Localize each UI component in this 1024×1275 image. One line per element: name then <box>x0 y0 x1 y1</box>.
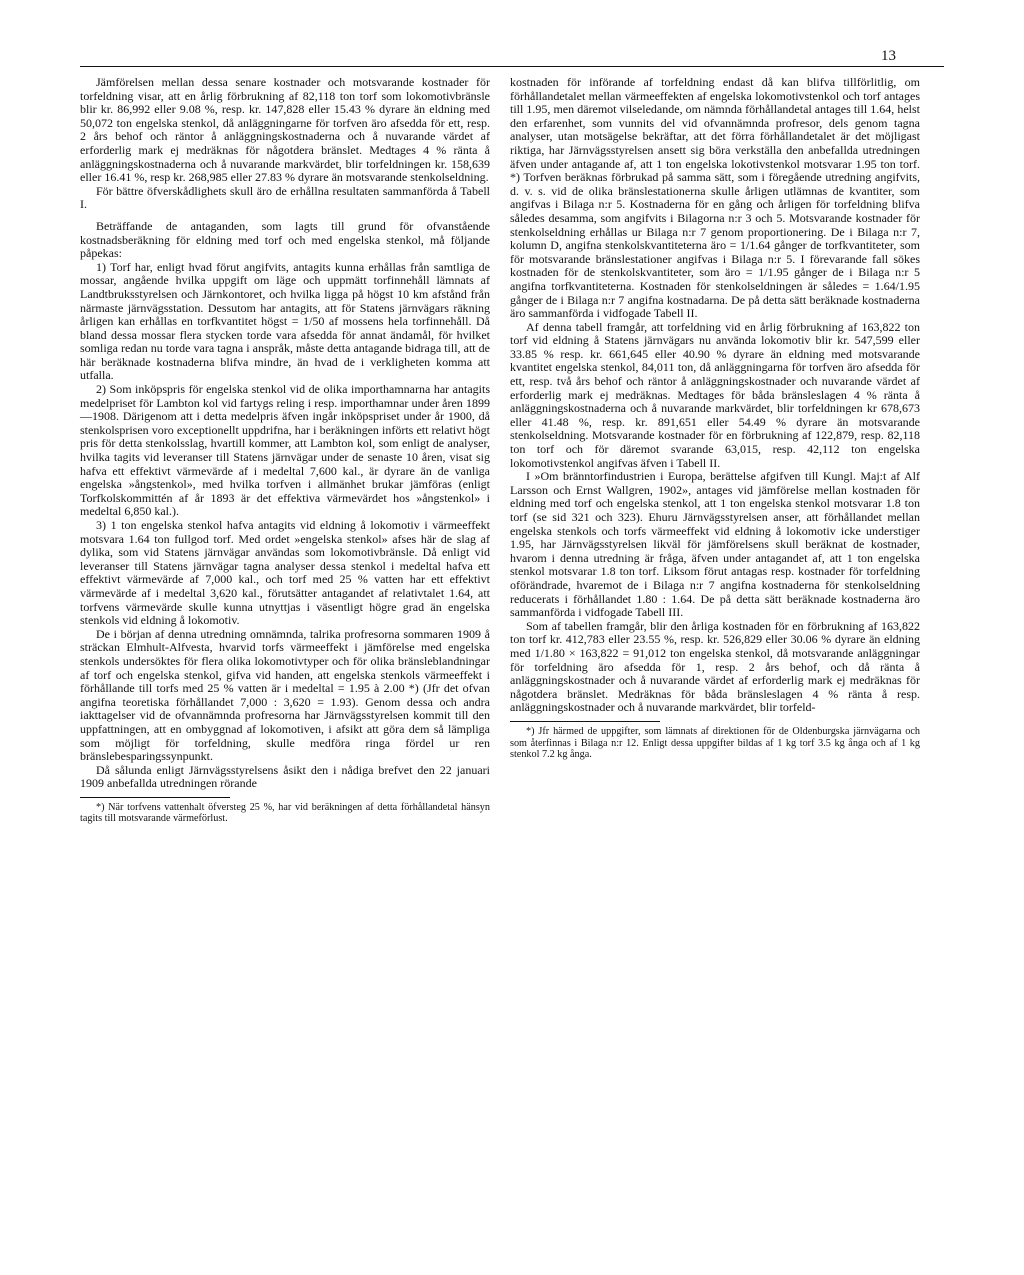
footnote: *) När torfvens vattenhalt öfversteg 25 %, har vid beräkningen af detta förhållandetal hänsyn tagits till motsvarande värmeförlust. <box>80 801 490 825</box>
right-column <box>510 76 920 761</box>
footnote-rule <box>510 721 660 722</box>
paragraph: Beträffande de antaganden, som lagts till grund för ofvanstående kostnadsberäkning för eldning med torf och med engelska stenkol, må följande påpekas: <box>80 218 490 261</box>
paragraph: 1) Torf har, enligt hvad förut angifvits, antagits kunna erhållas från samtliga de mossar, angående hvilka uppgift om läge och uppmätt torfinnehåll lämnats af Landtbruksstyrelsen och Järnkontoret, och hvilka ligga på högst 10 km afstånd från närmaste järnvägsstation. Dessutom har antagits, att för Statens järnvägars räkning årligen kan erhållas en torfkvantitet högst = 1/50 af mossens hela torfinnehåll. Då bland dessa mossar flera stycken torde vara afsedda för annat ändamål, för hvilket somliga redan nu torde vara tagna i anspråk, måste detta antagande bidraga till, att de här beräknade kostnaderna blifva mindre, än hvad de i verkligheten komma att utfalla. <box>80 259 490 383</box>
page-number: 13 <box>881 48 896 64</box>
paragraph: I »Om bränntorfindustrien i Europa, berättelse afgifven till Kungl. Maj:t af Alf Larsson och Ernst Wallgren, 1902», antages vid jämförelse mellan kostnaden för eldning med torf och engelska stenkol, att 1 ton engelska stenkol motsvarar 1.8 ton torf (se sid 321 och 323). Ehuru Järnvägsstyrelsen anser, att förhållandet mellan engelska stenkols och torfs värmeeffekt vid eldning å lokomotiv icke understiger 1.95, har Järnvägsstyrelsen likväl för jämförelsens skull beräknat de kostnader, hvarom i denna utredning är fråga, äfven under antagandet af, att 1 ton engelska stenkol motsvarar 1.8 ton torf. Liksom förut antagas resp. kostnader för torfeldning oförändrade, hvaremot de i Bilaga n:r 7 angifna kostnaderna för stenkolseldning reducerats i förhållandet 1.80 : 1.64. De på detta sätt beräknade kostnaderna äro sammanförda i vidfogade Tabell III. <box>510 469 920 620</box>
paragraph: De i början af denna utredning omnämnda, talrika profresorna sommaren 1909 å sträckan Elmhult-Alfvesta, hvarvid torfs värmeeffekt i jämförelse med engelska stenkols undersöktes för flera olika lokomotivtyper och för olika bränsleblandningar af torf och engelska stenkol, gifva vid handen, att engelska stenkols värmeeffekt i förhållande till torfs med 25 % vatten är i medeltal = 1.95 à 2.00 *) (Jfr det ofvan angifna teoretiska förhållandet 7,000 : 3,620 = 1.93). Genom dessa och andra iakttagelser vid de ofvannämnda profresorna har Järnvägsstyrelsen kommit till den uppfattningen, att en ombyggnad af lokomotiven, i afsikt att göra dem så lämpliga som möjligt för torfeldning, skulle medföra ringa fördel ur ren bränslebesparingssynpunkt. <box>80 626 490 764</box>
footnote: *) Jfr härmed de uppgifter, som lämnats af direktionen för de Oldenburgska järnvägarna och som återfinnas i Bilaga n:r 12. Enligt dessa uppgifter bildas af 1 kg torf 3.5 kg ånga och af 1 kg stenkol 7.2 kg ånga. <box>510 725 920 761</box>
paragraph: Som af tabellen framgår, blir den årliga kostnaden för en förbrukning af 163,822 ton torf kr. 412,783 eller 23.55 %, resp. kr. 526,829 eller 30.06 % dyrare än eldning med 1/1.80 × 163,822 = 91,012 ton engelska stenkol, då motsvarande anläggningar för torfeldning äro afsedda för 1, resp. 2 års behof, och då ränta å anläggningskostnader och å nuvarande värdet af erforderlig mark ej medräknas för någotdera bränslet. Medräknas för båda bränsleslagen 4 % ränta å resp. anläggningskostnader och å nuvarande markvärdet, blir torfeld- <box>510 618 920 715</box>
paragraph: 3) 1 ton engelska stenkol hafva antagits vid eldning å lokomotiv i värmeeffekt motsvara 1.64 ton fullgod torf. Med ordet »engelska stenkol» afses här de slag af dylika, som vid Statens järnvägar användas som lokomotivbränsle. Då enligt vid leveranser till Statens järnvägar tagna analyser dessa stenkol i medeltal hafva ett effektivt värmevärde af 7,000 kal., och torf med 25 % vatten har ett effektivt värmevärde af i medeltal 3,620 kal., förutsätter antagandet af relativtalet 1.64, att torfvens värmevärde skulle kunna utnyttjas i väsentligt högre grad än engelska stenkols vid eldning å lokomotiv. <box>80 518 490 628</box>
header-rule <box>80 66 944 67</box>
paragraph: För bättre öfverskådlighets skull äro de erhållna resultaten sammanförda å Tabell I. <box>80 183 490 212</box>
paragraph: kostnaden för införande af torfeldning endast då kan blifva tillförlitlig, om förhållandetalet mellan värmeeffekten af engelska lokomotivstenkol och torf antages till 1.95, men däremot vilseledande, om nämnda förhållandetal antages till 1.64, helst den erfarenhet, som vunnits del vid ofvannämnda profresor, dels genom tagna analyser, utan motsägelse bekräftar, att det förra förhållandetalet är det möjligast riktiga, har Järnvägsstyrelsen ansett sig böra verkställa den anbefallda utredningen äfven under antagande af, att 1 ton engelska lokotivstenkol motsvarar 1.95 ton torf. *) Torfven beräknas förbrukad på samma sätt, som i föregående utredning angifvits, d. v. s. vid de olika bränslestationerna skulle årligen utlämnas de kvantiter, som angifvas i Bilaga n:r 5. Kostnaderna för en gång och årligen för torfeldning blifva således desamma, som angifvits i Bilagorna n:r 3 och 5. Motsvarande kostnader för stenkolseldning erhållas ur Bilaga n:r 7 genom proportionering. De i Bilaga n:r 7, kolumn D, angifna stenkolskvantiteterna äro = 1/1.64 gånger de torfkvantiteter, som för motsvarande bränslestationer angifvas i Bilaga n:r 5. I förevarande fall sökes kostnaden för de stenkolskvantiteter, som äro = 1/1.95 gånger de i Bilaga n:r 5 angifna torfkvantiteterna. Kostnaden för stenkolseldningen är således = 1.64/1.95 gånger de i Bilaga n:r 7 angifna kostnadarna. De på detta sätt beräknade kostnaderna äro sammanförda i vidfogade Tabell II. <box>510 75 920 321</box>
footnote-rule <box>80 797 230 798</box>
paragraph: 2) Som inköpspris för engelska stenkol vid de olika importhamnarna har antagits medelpriset för Lambton kol vid fartygs reling i resp. importhamnar under åren 1899—1908. Därigenom att i detta medelpris äfven ingår inköpspriset under år 1900, då stenkolsprisen voro exceptionellt uppdrifna, har i beräkningen införts ett relativt högt pris för detta stenkolsslag, hvartill kommer, att Lambton kol, som enligt de analyser, hvilka tagits vid leveranser till Statens järnvägar under de senaste 10 åren, visat sig hafva ett effektivt värmevärde af i medeltal 7,600 kal., är dyrare än de vanliga engelska »ångstenkol», med hvilka torfven i allmänhet brukar jämföras (enligt Torfkolskommittén af år 1893 är det effektiva värmevärdet hos »ångstenkol» i medeltal 6,850 kal.). <box>80 382 490 519</box>
left-column <box>80 76 490 825</box>
paragraph: Jämförelsen mellan dessa senare kostnader och motsvarande kostnader för torfeldning visar, att en årlig förbrukning af 82,118 ton torf som lokomotivbränsle blir kr. 86,992 eller 9.08 %, resp. kr. 147,828 eller 15.43 % dyrare än eldning med 50,072 ton engelska stenkol, då anläggningarne för torfven äro afsedda för ett, resp. 2 års behof och räntor å anläggningskostnaderna och å nuvarande värdet af erforderlig mark ej medräknas för någotdera bränslet. Medtages 4 % ränta å anläggningskostnaderna och å nuvarande markvärdet, blir torfeldningen kr. 158,639 eller 16.41 %, resp kr. 268,985 eller 27.83 % dyrare än motsvarande stenkolseldning. <box>80 75 490 185</box>
paragraph: Af denna tabell framgår, att torfeldning vid en årlig förbrukning af 163,822 ton torf vid eldning å Statens järnvägars nu använda lokomotiv blir kr. 547,599 eller 33.85 % resp. kr. 661,645 eller 40.90 % dyrare än eldning med motsvarande kvantitet engelska stenkol, 84,011 ton, då anläggningarna för torfven äro afsedda för ett, resp. två års behof och räntor å anläggningskostnader och nuvarande värdet af erforderlig mark ej medräknas. Medtages för båda bränsleslagen 4 % ränta å anläggningskostnaderna och å nuvarande markvärdet, blir torfeldningen kr 678,673 eller 41.48 %, resp. kr. 891,651 eller 54.49 % dyrare än motsvarande stenkolseldning. Motsvarande kostnader för en förbrukning af 122,879, resp. 82,118 ton torf och för däremot svarande 63,015, resp. 42,112 ton engelska lokomotivstenkol angifvas äfven i Tabell II. <box>510 319 920 470</box>
paragraph: Då sålunda enligt Järnvägsstyrelsens åsikt den i nådiga brefvet den 22 januari 1909 anbefallda utredningen rörande <box>80 762 490 791</box>
